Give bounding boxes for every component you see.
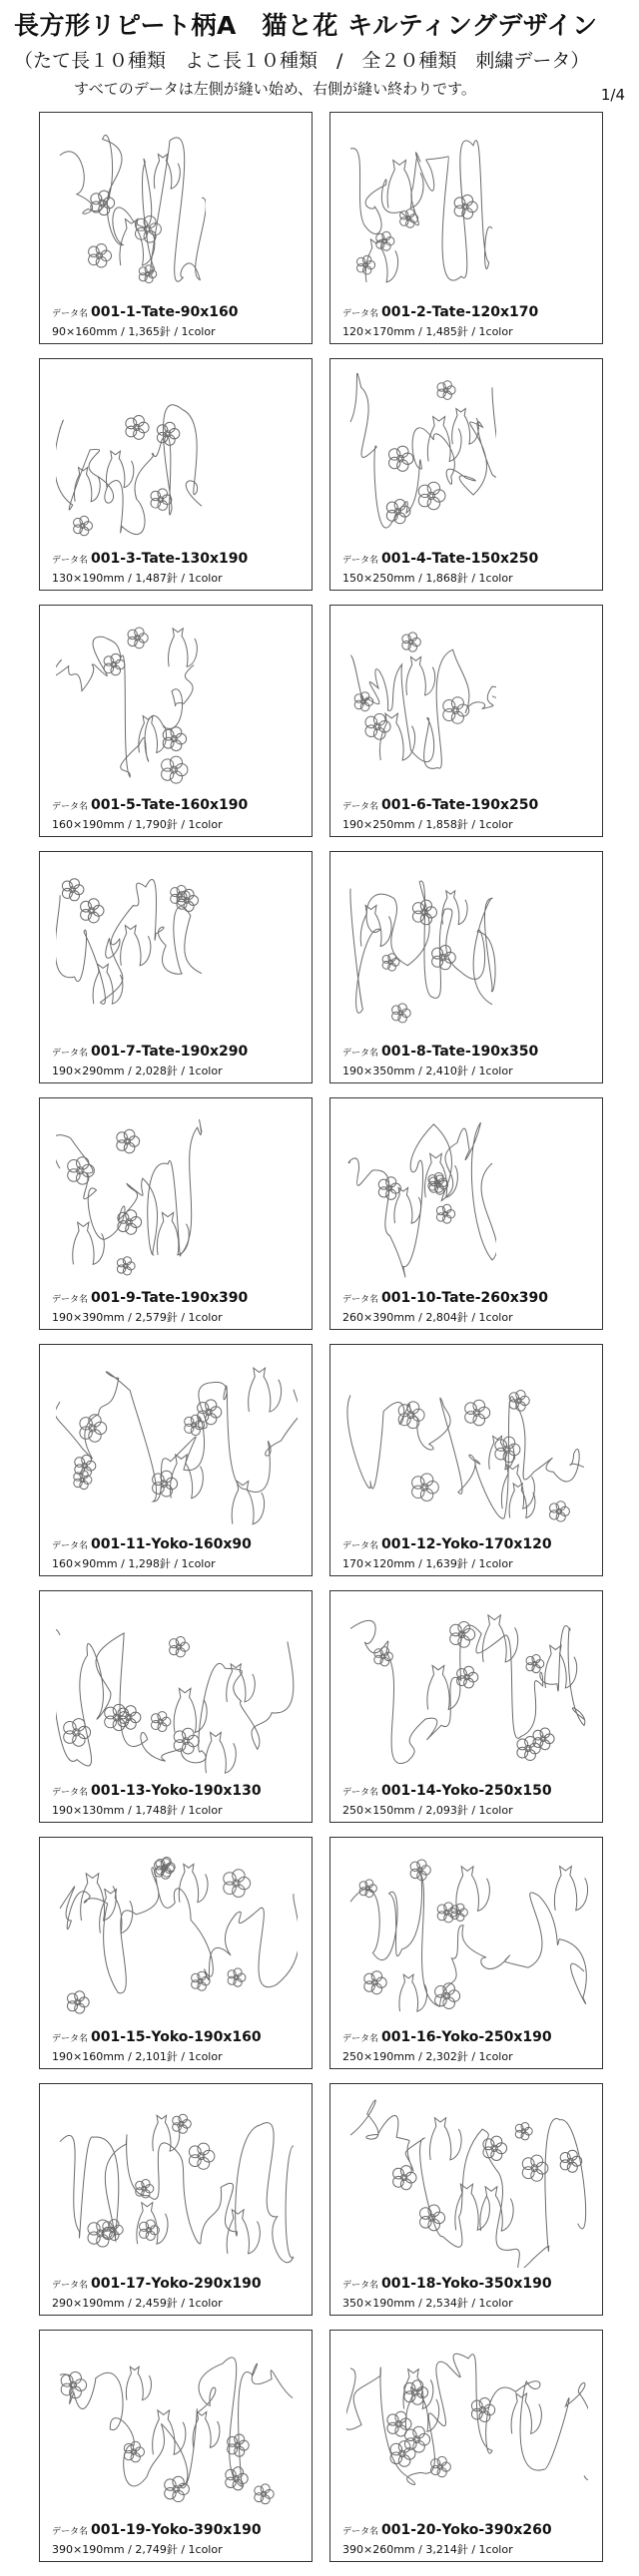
data-label: データ名 (52, 1049, 89, 1059)
cat-icon (232, 1481, 264, 1523)
quilting-pattern-preview (346, 620, 496, 789)
meander-line (350, 373, 496, 528)
design-spec: 160×90mm / 1,298針 / 1color (52, 1557, 216, 1570)
design-preview (346, 866, 496, 1036)
design-card[interactable] (39, 2330, 313, 2562)
cat-icon (73, 1222, 105, 1264)
design-preview (346, 1112, 496, 1282)
design-preview (346, 2098, 588, 2268)
flower-icon (165, 2476, 190, 2501)
design-name: 001-6-Tate-190x250 (381, 797, 539, 813)
cat-icon (157, 1212, 189, 1254)
data-label: データ名 (342, 1788, 379, 1798)
quilting-pattern-preview (346, 1852, 588, 2021)
page-title: 長方形リピート柄A 猫と花 キルティングデザイン (14, 11, 598, 40)
design-spec: 130×190mm / 1,487針 / 1color (52, 572, 223, 585)
quilting-pattern-preview (346, 373, 496, 543)
design-preview (56, 1359, 298, 1528)
cat-icon (206, 1732, 237, 1773)
design-spec: 390×190mm / 2,749針 / 1color (52, 2543, 223, 2556)
design-preview (56, 1112, 206, 1282)
design-card[interactable] (329, 112, 603, 344)
design-card[interactable] (329, 1097, 603, 1330)
flower-icon (402, 633, 421, 651)
meander-line (60, 1868, 298, 1993)
design-spec: 190×390mm / 2,579針 / 1color (52, 1311, 223, 1324)
data-label: データ名 (342, 556, 379, 566)
flower-icon (255, 2484, 274, 2504)
flower-icon (80, 1415, 107, 1443)
flower-icon (515, 2123, 532, 2140)
data-label: データ名 (342, 2034, 379, 2044)
design-name: 001-14-Yoko-250x150 (381, 1783, 552, 1799)
data-label: データ名 (52, 2527, 89, 2537)
quilting-pattern-preview (346, 2345, 588, 2514)
design-name: 001-11-Yoko-160x90 (91, 1536, 252, 1552)
flower-icon (454, 195, 477, 218)
flower-icon (398, 1402, 424, 1429)
flower-icon (495, 1437, 520, 1463)
cat-icon (387, 161, 423, 209)
cat-icon (169, 629, 198, 666)
design-preview (56, 1852, 298, 2021)
design-card[interactable] (39, 1837, 313, 2069)
flower-icon (387, 2411, 411, 2436)
meander-line (346, 2354, 588, 2484)
design-preview (346, 620, 496, 789)
quilting-pattern-preview (346, 1112, 496, 1282)
design-card[interactable] (329, 605, 603, 837)
design-card[interactable] (39, 1344, 313, 1576)
design-name: 001-1-Tate-90x160 (91, 304, 239, 320)
flower-icon (509, 1391, 529, 1412)
flower-icon (374, 1647, 393, 1666)
flower-icon (471, 2398, 494, 2422)
flower-icon (68, 1157, 95, 1184)
cat-icon (509, 1484, 535, 1517)
page-subtitle: （たて長１０種類 よこ長１０種類 / 全２０種類 刺繍データ） (14, 50, 590, 72)
design-card[interactable] (329, 1590, 603, 1823)
cat-icon (399, 1974, 427, 2011)
design-card[interactable] (39, 2083, 313, 2316)
design-spec: 250×190mm / 2,302針 / 1color (342, 2050, 513, 2063)
design-name: 001-20-Yoko-390x260 (381, 2522, 552, 2538)
cat-icon (406, 656, 435, 694)
cat-icon (227, 2210, 260, 2254)
design-card[interactable] (39, 851, 313, 1083)
design-spec: 260×390mm / 2,804針 / 1color (342, 1311, 513, 1324)
flower-icon (62, 879, 84, 901)
flower-icon (228, 1968, 246, 1986)
cat-icon (427, 1665, 460, 1709)
design-spec: 150×250mm / 1,868針 / 1color (342, 572, 513, 585)
design-card[interactable] (329, 2330, 603, 2562)
design-preview (346, 127, 496, 296)
design-card[interactable] (329, 358, 603, 591)
quilting-pattern-preview (56, 1112, 206, 1282)
sewing-note: すべてのデータは左側が縫い始め、右側が縫い終わりです。 (74, 80, 476, 98)
cat-icon (81, 1874, 117, 1921)
data-label: データ名 (52, 556, 89, 566)
flower-icon (185, 1415, 205, 1435)
design-card[interactable] (329, 2083, 603, 2316)
quilting-pattern-preview (56, 373, 206, 543)
design-spec: 90×160mm / 1,365針 / 1color (52, 325, 216, 338)
flower-icon (152, 1712, 171, 1732)
data-label: データ名 (342, 309, 379, 319)
flower-icon (224, 1870, 251, 1898)
data-label: データ名 (52, 2281, 89, 2291)
meander-line (348, 1122, 496, 1277)
flower-icon (378, 1177, 400, 1200)
cat-icon (489, 1436, 514, 1469)
flower-icon (173, 2114, 192, 2133)
flower-icon (74, 516, 93, 536)
quilting-pattern-preview (56, 1852, 298, 2021)
cat-icon (126, 2366, 151, 2399)
meander-line (350, 2100, 586, 2268)
design-preview (56, 866, 206, 1036)
design-card[interactable] (39, 605, 313, 837)
flower-icon (533, 1728, 554, 1750)
flower-icon (91, 191, 115, 215)
flower-icon (437, 381, 455, 400)
design-name: 001-2-Tate-120x170 (381, 304, 539, 320)
cat-icon (452, 408, 479, 444)
data-label: データ名 (52, 1295, 89, 1305)
design-card[interactable] (39, 358, 313, 591)
design-name: 001-7-Tate-190x290 (91, 1044, 249, 1060)
quilting-pattern-preview (56, 127, 206, 296)
design-preview (56, 373, 206, 543)
design-name: 001-5-Tate-160x190 (91, 797, 249, 813)
flower-icon (465, 1400, 490, 1426)
design-card[interactable] (329, 1837, 603, 2069)
flower-icon (436, 1204, 454, 1223)
design-preview (56, 127, 206, 296)
cat-icon (249, 1368, 282, 1412)
flower-icon (189, 2143, 215, 2169)
design-preview (56, 2345, 298, 2514)
cat-icon (554, 1867, 587, 1911)
quilting-pattern-preview (56, 2098, 298, 2268)
meander-line (60, 2358, 293, 2488)
design-spec: 250×150mm / 2,093針 / 1color (342, 1804, 513, 1817)
data-label: データ名 (52, 309, 89, 319)
design-card[interactable] (329, 851, 603, 1083)
cat-icon (139, 715, 167, 752)
flower-icon (550, 1502, 570, 1521)
design-spec: 350×190mm / 2,534針 / 1color (342, 2297, 513, 2310)
flower-icon (389, 446, 414, 471)
cat-icon (442, 891, 467, 925)
cat-icon (545, 1645, 577, 1688)
flower-icon (117, 1129, 140, 1153)
design-card[interactable] (329, 1344, 603, 1576)
flower-icon (364, 1971, 386, 1994)
design-name: 001-9-Tate-190x390 (91, 1290, 249, 1306)
design-spec: 190×130mm / 1,748針 / 1color (52, 1804, 223, 1817)
cat-icon (360, 905, 391, 946)
flower-icon (170, 1637, 190, 1657)
data-label: データ名 (52, 802, 89, 812)
design-name: 001-4-Tate-150x250 (381, 551, 539, 567)
flower-icon (68, 1991, 90, 2013)
design-spec: 170×120mm / 1,639針 / 1color (342, 1557, 513, 1570)
design-preview (346, 1852, 588, 2021)
data-label: データ名 (342, 2281, 379, 2291)
quilting-pattern-preview (56, 2345, 298, 2514)
design-card[interactable] (39, 1590, 313, 1823)
design-preview (56, 2098, 298, 2268)
meander-line (56, 1630, 294, 1766)
design-spec: 190×250mm / 1,858針 / 1color (342, 818, 513, 831)
design-spec: 290×190mm / 2,459針 / 1color (52, 2297, 223, 2310)
data-label: データ名 (342, 1049, 379, 1059)
flower-icon (432, 946, 456, 970)
flower-icon (226, 2467, 248, 2490)
design-name: 001-13-Yoko-190x130 (91, 1783, 262, 1799)
quilting-pattern-preview (346, 1605, 588, 1775)
quilting-pattern-preview (56, 620, 206, 789)
flower-icon (376, 231, 394, 250)
quilting-pattern-preview (56, 1359, 298, 1528)
meander-line (350, 1620, 585, 1763)
data-label: データ名 (342, 1541, 379, 1551)
design-spec: 160×190mm / 1,790針 / 1color (52, 818, 223, 831)
flower-icon (89, 244, 112, 268)
design-name: 001-16-Yoko-250x190 (381, 2029, 552, 2045)
data-label: データ名 (52, 1788, 89, 1798)
design-spec: 190×290mm / 2,028針 / 1color (52, 1065, 223, 1077)
meander-line (60, 135, 206, 281)
design-preview (346, 373, 496, 543)
cat-icon (93, 964, 123, 1004)
design-name: 001-15-Yoko-190x160 (91, 2029, 262, 2045)
meander-line (56, 405, 202, 535)
design-spec: 390×260mm / 3,214針 / 1color (342, 2543, 513, 2556)
quilting-pattern-preview (56, 1605, 298, 1775)
flower-icon (228, 2434, 250, 2456)
flower-icon (117, 1257, 135, 1275)
flower-icon (365, 713, 390, 739)
design-name: 001-17-Yoko-290x190 (91, 2276, 262, 2292)
cat-icon (74, 467, 100, 501)
design-spec: 190×160mm / 2,101針 / 1color (52, 2050, 223, 2063)
flower-icon (128, 628, 148, 648)
flower-icon (443, 697, 469, 724)
design-preview (346, 1359, 588, 1528)
data-label: データ名 (52, 2034, 89, 2044)
data-label: データ名 (342, 1295, 379, 1305)
quilting-pattern-preview (346, 866, 496, 1036)
flower-icon (410, 1860, 430, 1881)
quilting-pattern-preview (346, 1359, 588, 1528)
quilting-pattern-preview (56, 866, 206, 1036)
cat-icon (227, 1664, 256, 1702)
design-spec: 120×170mm / 1,485針 / 1color (342, 325, 513, 338)
flower-icon (390, 2441, 415, 2467)
cat-icon (121, 926, 151, 966)
flower-icon (405, 2426, 430, 2452)
design-name: 001-19-Yoko-390x190 (91, 2522, 262, 2538)
design-card[interactable] (39, 1097, 313, 1330)
design-preview (56, 620, 206, 789)
cat-icon (153, 2115, 180, 2151)
flower-icon (126, 416, 149, 440)
design-name: 001-18-Yoko-350x190 (381, 2276, 552, 2292)
design-name: 001-8-Tate-190x350 (381, 1044, 539, 1060)
meander-line (350, 649, 496, 768)
quilting-pattern-preview (346, 127, 496, 296)
cat-icon (179, 1864, 208, 1902)
flower-icon (392, 1004, 411, 1023)
meander-line (56, 637, 194, 777)
flower-icon (151, 489, 172, 511)
flower-icon (157, 422, 179, 445)
header (0, 0, 639, 112)
flower-icon (162, 756, 188, 783)
data-label: データ名 (52, 1541, 89, 1551)
design-spec: 190×350mm / 2,410針 / 1color (342, 1065, 513, 1077)
flower-icon (522, 2155, 548, 2181)
flower-icon (526, 1655, 544, 1673)
data-label: データ名 (342, 802, 379, 812)
data-label: データ名 (342, 2527, 379, 2537)
flower-icon (418, 482, 445, 510)
cat-icon (511, 2393, 541, 2433)
design-preview (56, 1605, 298, 1775)
design-name: 001-10-Tate-260x390 (381, 1290, 549, 1306)
design-card[interactable] (39, 112, 313, 344)
design-preview (346, 1605, 588, 1775)
flower-icon (382, 954, 399, 971)
flower-icon (412, 1474, 439, 1501)
page-number: 1/4 (600, 86, 625, 104)
design-name: 001-3-Tate-130x190 (91, 551, 249, 567)
cat-icon (429, 2118, 461, 2160)
design-preview (346, 2345, 588, 2514)
quilting-pattern-preview (346, 2098, 588, 2268)
flower-icon (81, 899, 104, 923)
design-name: 001-12-Yoko-170x120 (381, 1536, 552, 1552)
